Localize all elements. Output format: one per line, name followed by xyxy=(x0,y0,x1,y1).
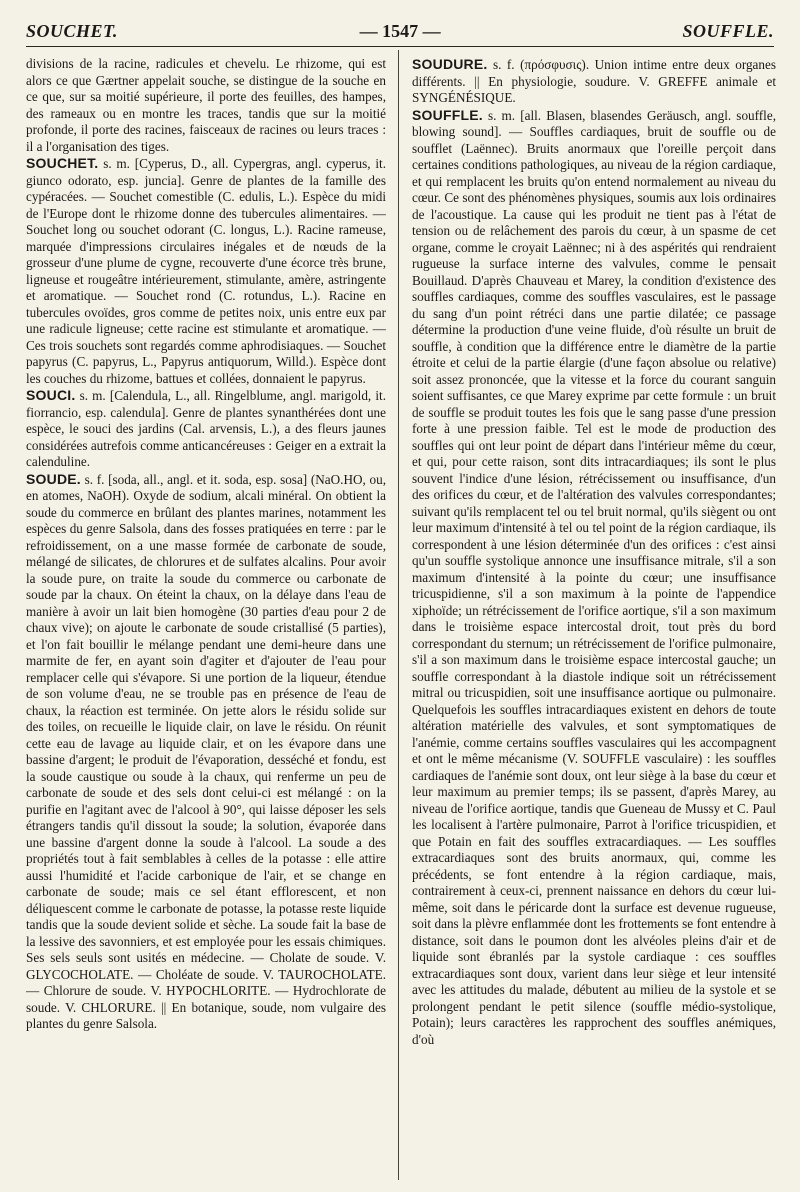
entry-body-soude: s. f. [soda, all., angl. et it. soda, esp. sosa] (NaO.HO, ou, en atomes, NaOH). Oxyde de sodium, alcali minéral. On obtient la soude du commerce en brûlant des plantes marines, notamment les espèces du genre Salsola, dans des fosses pratiquées en terre : par le refroidissement, on a une masse formée de carbonate de soude, mélangé de silicates, de chlorures et de sulfates alcalins. Pour avoir la soude pure, on traite la soude du commerce ou carbonate de soude par la chaux. On éteint la chaux, on la délaye dans l'eau de manière à avoir un lait bien homogène (30 parties d'eau pour 2 de chaux vive); on ajoute le carbonate de soude cristallisé (5 parties), et l'on fait bouillir le mélange pendant une demi-heure dans une marmite de fer, en ayant soin d'agiter et d'ajouter de l'eau pour remplacer celle qui s'évapore. Si une portion de la liqueur, étendue de son volume d'eau, ne se trouble pas en présence de l'eau de chaux, la réaction est terminée. On jette alors le résidu solide sur des toiles, on recueille le liquide clair, on lave le résidu. On réunit cette eau de lavage au liquide clair, et on les évapore dans une bassine d'argent; le produit de l'évaporation, desséché et fondu, est la soude caustique ou soude à la chaux, qui renferme un peu de carbonate de soude et des sels dont celui-ci est mélangé : on la purifie en l'agitant avec de l'alcool à 90°, qui laisse déposer les sels étrangers tandis qu'il dissout la soude; la solution, évaporée dans une bassine d'argent donne la soude à l'alcool. La soude a des propriétés tout à fait semblables à celles de la potasse : elle attire aussi l'humidité et l'acide carbonique de l'air, et se change en carbonate de soude; mais ce sel étant efflorescent, et non déliquescent comme le carbonate de potasse, la potasse reste liquide tandis que la soude devient solide et sèche. La soude fait la base de la lessive des savonniers, et est employée pour les essais chimiques. Ses sels seuls sont usités en médecine. — Cholate de soude. V. GLYCOCHOLATE. — Choléate de soude. V. TAUROCHOLATE. — Chlorure de soude. V. HYPOCHLORITE. — Hydrochlorate de soude. V. CHLORURE. || En botanique, soude, nom vulgaire des plantes du genre Salsola. xyxy=(26,471,386,1031)
headword-soude: SOUDE. xyxy=(26,470,81,487)
running-head xyxy=(26,16,774,46)
entry-body-souchet: s. m. [Cyperus, D., all. Cypergras, angl. cyperus, it. giunco odorato, esp. juncia]. Genre de plantes de la famille des cypéracées. — Souchet comestible (C. edulis, L.). Espèce du midi de l'Europe dont le rhizome donne des tubercules alimentaires. — Souchet long ou souchet odorant (C. longus, L.). Racine rameuse, marquée d'impressions circulaires inégales et de nœuds de la grosseur d'une plume de cygne, recouverte d'une écorce très brune, ligneuse et rougeâtre intérieurement, stimulante, amère, astringente et aromatique. — Souchet rond (C. rotundus, L.). Racine en tubercules ovoïdes, gros comme de petites noix, unis entre eux par une radicule ligneuse; cette racine est stimulante et aromatique. — Ces trois souchets sont regardés comme aphrodisiaques. — Souchet papyrus (C. papyrus, L., Papyrus antiquorum, Willd.). Espèce dont les couches du rhizome, battues et collées, donnaient le papyrus. xyxy=(26,156,386,386)
header-rule xyxy=(26,46,774,47)
headword-soudure: SOUDURE. xyxy=(412,56,488,72)
entry-soudure xyxy=(412,56,776,107)
entry-souffle xyxy=(412,107,776,1049)
entry-body-souffle: s. m. [all. Blasen, blasendes Geräusch, angl. souffle, blowing sound]. — Souffles cardiaques, bruit de souffle ou de soufflet (Laënnec). Bruits anormaux que l'oreille perçoit dans certaines conditions pathologiques, au niveau de la région cardiaque, et qui remplacent les bruits qu'on entend normalement au niveau du cœur. Ce sont des phénomènes physiques, soumis aux lois ordinaires de l'acoustique. La cause qui les produit ne tient pas à l'état de tension ou de relâchement des parois du cœur, à un spasme de cet organe, comme le croyait Laënnec; ni à des aspérités qui rendraient rugueuse la surface interne des valvules, comme le pensait Bouillaud. D'après Chauveau et Marey, la condition d'existence des souffles cardiaques, comme des souffles vasculaires, est le passage du sang d'un point rétréci dans une partie dilatée; ce passage détermine la production d'une veine fluide, d'où résulte un bruit de souffle, à condition que la différence entre le diamètre de la partie étroite et celui de la partie élargie (d'une façon absolue ou relative) soit assez prononcée, que la vitesse et la force du courant sanguin soient suffisantes, ce que Marey exprime par cette formule : un bruit de souffle se produit toutes les fois que le sang passe d'une pression forte à une pression faible. Tel est le mode de production des souffles qui ont leur point de départ dans l'intérieur même du cœur, et qui, pour cette raison, sont dits intracardiaques; ils sont le plus souvent l'indice d'une lésion, rétrécissement ou insuffisance, d'un des orifices du cœur, et de l'altération des valvules correspondantes; suivant qu'ils remplacent tel ou tel bruit normal, qu'ils siègent ou ont leur maximum d'intensité à tel ou tel point de la région cardiaque, ils correspondent à une lésion déterminée d'un des orifices : c'est ainsi qu'un souffle systolique annonce une insuffisance mitrale, s'il a son maximum d'intensité à la pointe du cœur; une insuffisance tricuspidienne, s'il a son maximum à la pointe de l'appendice xiphoïde; un rétrécissement de l'orifice aortique, s'il a son maximum dans le troisième espace intercostal droit, tout près du bord correspondant du sternum; un rétrécissement de l'orifice pulmonaire, s'il a son maximum dans le troisième espace intercostal gauche; un souffle correspondant à la diastole indique soit un rétrécissement mitral ou tricuspidien, soit une insuffisance aortique ou pulmonaire. Quelquefois les souffles intracardiaques existent en dehors de toute altération matérielle des valvules, et sont symptomatiques de l'anémie, comme certains souffles vasculaires qui les accompagnent et ont le même mécanisme (V. SOUFFLE vasculaire) : les souffles cardiaques de l'anémie sont doux, ont leur siège à la base du cœur et leur maximum au premier temps; ils se passent, d'après Marey, au niveau de l'orifice aortique, tandis que Gueneau de Mussy et C. Paul les localisent à l'artère pulmonaire, Parrot à l'orifice tricuspidien, et que Potain en fait des souffles extracardiaques. — Les souffles extracardiaques sont des bruits anormaux, qui, comme les précédents, se font entendre à la région cardiaque, mais, contrairement à ceux-ci, prennent naissance en dehors du cœur lui-même, soit dans le péricarde dont la surface est devenue rugueuse, soit dans la plèvre enflammée dont les frottements se font entendre à distance, soit dans le poumon dont les alvéoles pleins d'air et de liquide sont ébranlés par la systole cardiaque : ces souffles extracardiaques sont doux, varient dans leur siège et leur intensité avec les attitudes du malade, débutent au milieu de la systole et se prolongent pendant le petit silence (souffle médio-systolique, Potain); leurs caractères les rapprochent des souffles anémiques, d'où xyxy=(412,107,776,1047)
running-head-right: SOUFFLE. xyxy=(682,20,774,41)
entry-body-soudure: s. f. (πρόσφυσις). Union intime entre deux organes différents. || En physiologie, soudure. V. GREFFE animale et SYNGÉNÉSIQUE. xyxy=(412,57,776,105)
column-divider xyxy=(398,50,399,1180)
entry-souchet xyxy=(26,155,386,387)
right-column xyxy=(412,56,776,1180)
entry-souci xyxy=(26,387,386,471)
running-head-left: SOUCHET. xyxy=(26,20,118,41)
headword-souci: SOUCI. xyxy=(26,387,76,403)
entry-soude xyxy=(26,471,386,1033)
headword-souffle: SOUFFLE. xyxy=(412,106,483,123)
headword-souchet: SOUCHET. xyxy=(26,155,99,171)
left-column xyxy=(26,56,386,1180)
page-number: — 1547 — xyxy=(359,20,441,41)
entry-continuation: divisions de la racine, radicules et chevelu. Le rhizome, qui est alors ce que Gærtner appelait souche, se distingue de la souche en ce que, sur sa moitié supérieure, il porte des feuilles, des hampes, des rameaux ou en montre les traces, tandis que sur la moitié profonde, il porte des racines, faisceaux de racines ou leurs traces : il a l'organisation des tiges. xyxy=(26,56,386,154)
entry-body-souci: s. m. [Calendula, L., all. Ringelblume, angl. marigold, it. fiorrancio, esp. calendula]. Genre de plantes synanthérées dont une espèce, le souci des jardins (Cal. arvensis, L.), a des fleurs jaunes considérées autrefois comme anticancéreuses : Geiger en a extrait la calenduline. xyxy=(26,388,386,469)
